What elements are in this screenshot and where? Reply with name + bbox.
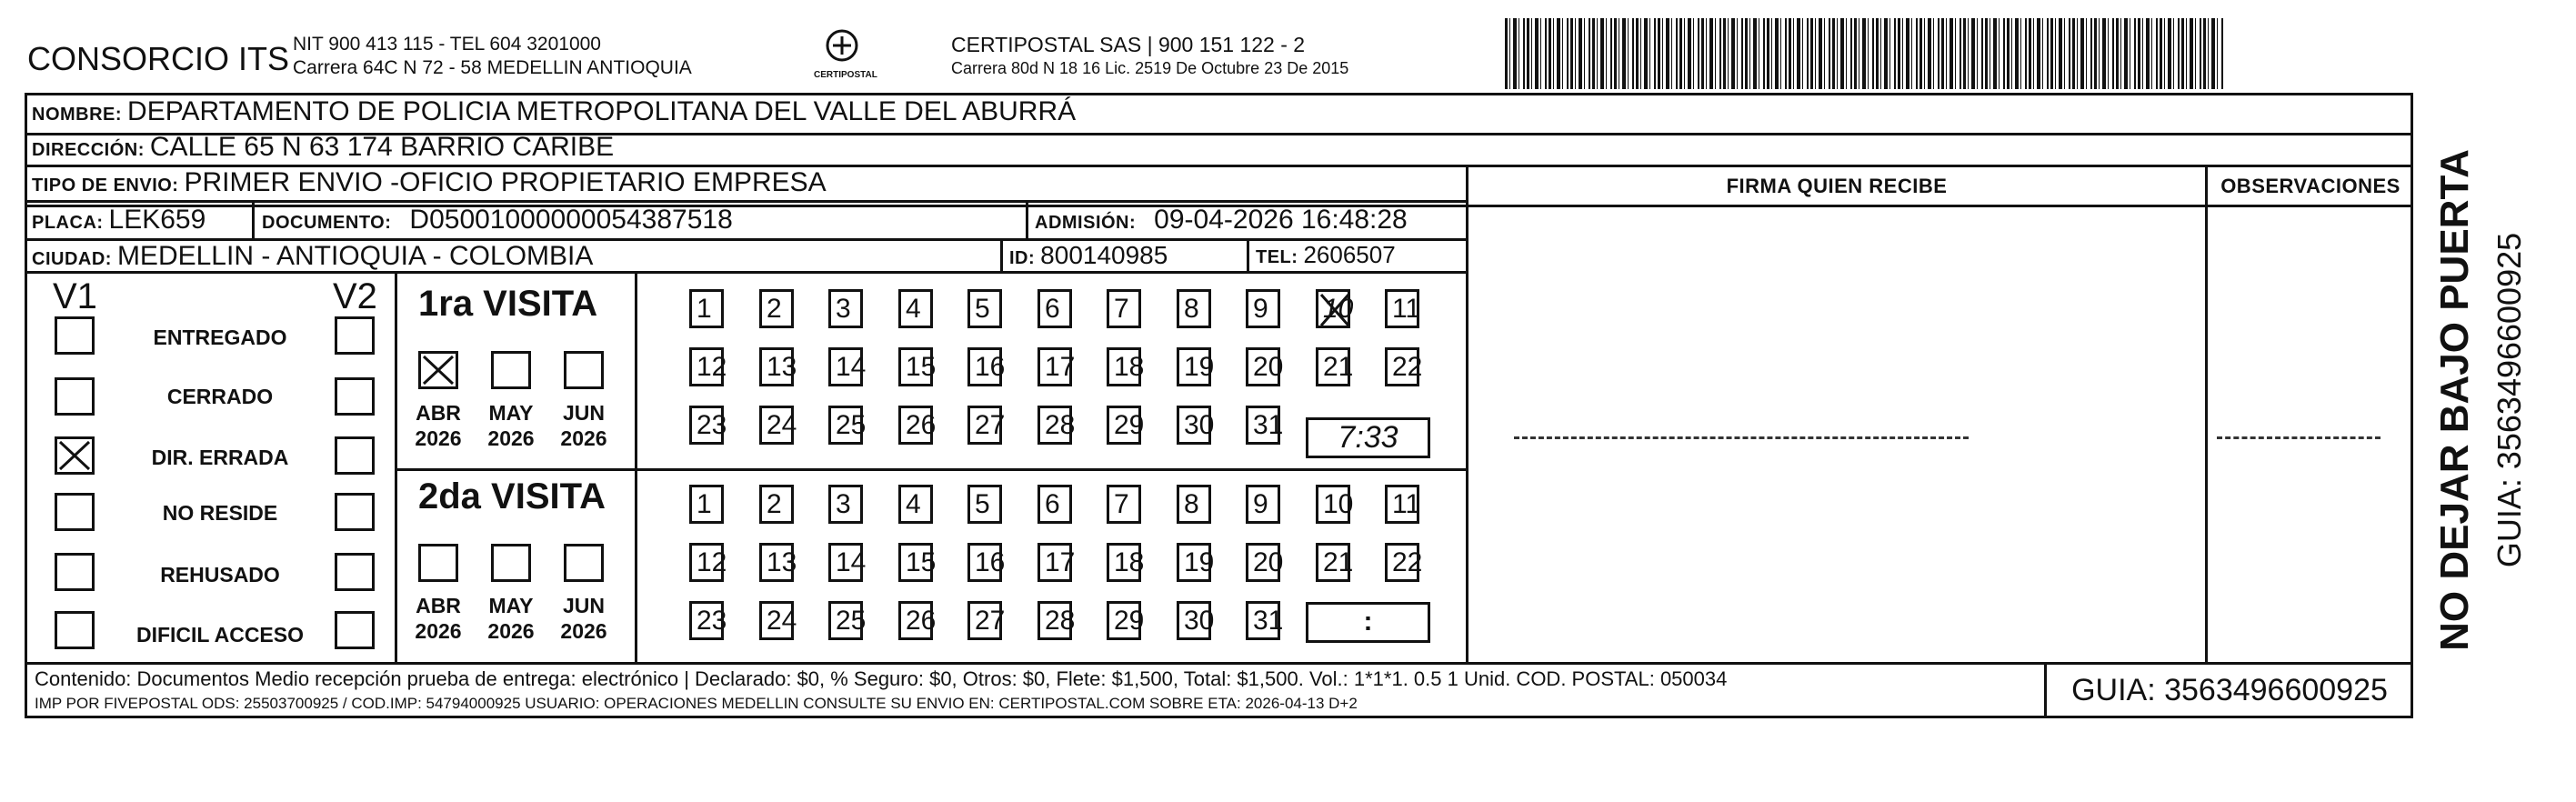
v2-checkbox-dificil-acceso[interactable]: [335, 611, 375, 649]
nombre-value: DEPARTAMENTO DE POLICIA METROPOLITANA DEL VALLE DEL ABURRÁ: [127, 96, 1077, 126]
visit-1-day-9[interactable]: 9: [1246, 289, 1280, 328]
visit-1-day-23[interactable]: 23: [689, 406, 724, 445]
visit-1-day-5[interactable]: 5: [967, 289, 1002, 328]
visit-1-day-21[interactable]: 21: [1316, 347, 1350, 386]
v2-header: V2: [333, 276, 377, 316]
status-label-dir-errada: DIR. ERRADA: [151, 446, 289, 469]
courier-line: CERTIPOSTAL SAS | 900 151 122 - 2: [951, 33, 1306, 56]
check-x-icon: [421, 354, 456, 386]
visit-2-label-may: MAY 2026: [487, 594, 535, 643]
visit-1-day-16[interactable]: 16: [967, 347, 1002, 386]
v1-checkbox-rehusado[interactable]: [55, 553, 95, 591]
v2-checkbox-dir-errada[interactable]: [335, 436, 375, 475]
visit-1-day-31[interactable]: 31: [1246, 406, 1280, 445]
visit-2-day-19[interactable]: 19: [1177, 543, 1211, 582]
tel-label: TEL:: [1256, 247, 1298, 267]
visit-2-day-21[interactable]: 21: [1316, 543, 1350, 582]
visit-2-day-28[interactable]: 28: [1037, 601, 1072, 640]
visit-2-day-6[interactable]: 6: [1037, 485, 1072, 524]
visit-2-time-field[interactable]: :: [1306, 602, 1430, 643]
visit-1-day-22[interactable]: 22: [1385, 347, 1419, 386]
nit-line: NIT 900 413 115 - TEL 604 3201000: [293, 34, 601, 55]
documento-label: DOCUMENTO:: [262, 213, 392, 233]
placa-label: PLACA:: [32, 213, 104, 233]
logo-text: CERTIPOSTAL: [814, 70, 877, 80]
visit-1-title: 1ra VISITA: [418, 284, 598, 324]
id-value: 800140985: [1040, 241, 1168, 269]
tipo-label: TIPO DE ENVIO:: [32, 175, 179, 195]
direccion-label: DIRECCIÓN:: [32, 140, 145, 160]
documento-value: D05001000000054387518: [409, 205, 733, 235]
visit-2-day-29[interactable]: 29: [1107, 601, 1141, 640]
status-label-dificil-acceso: DIFICIL ACCESO: [135, 623, 304, 647]
visit-2-day-5[interactable]: 5: [967, 485, 1002, 524]
visit-1-day-2[interactable]: 2: [759, 289, 794, 328]
visit-1-day-24[interactable]: 24: [759, 406, 794, 445]
tel-value: 2606507: [1303, 241, 1396, 268]
visit-1-day-6[interactable]: 6: [1037, 289, 1072, 328]
visit-1-day-10[interactable]: 10: [1316, 289, 1350, 328]
visit-1-day-20[interactable]: 20: [1246, 347, 1280, 386]
side-warning: NO DEJAR BAJO PUERTA: [2432, 149, 2477, 651]
visit-1-month-jun[interactable]: [564, 351, 604, 389]
tipo-value: PRIMER ENVIO -OFICIO PROPIETARIO EMPRESA: [184, 167, 827, 197]
visit-2-day-20[interactable]: 20: [1246, 543, 1280, 582]
visit-2-day-26[interactable]: 26: [898, 601, 933, 640]
visit-1-day-13[interactable]: 13: [759, 347, 794, 386]
visit-2-day-31[interactable]: 31: [1246, 601, 1280, 640]
ciudad-value: MEDELLIN - ANTIOQUIA - COLOMBIA: [116, 241, 594, 271]
company-info: [293, 33, 692, 80]
certipostal-logo: [814, 29, 877, 80]
visit-1-day-19[interactable]: 19: [1177, 347, 1211, 386]
visit-2-day-4[interactable]: 4: [898, 485, 933, 524]
visit-2-day-12[interactable]: 12: [689, 543, 724, 582]
footer-guia: GUIA: 3563496600925: [2071, 673, 2388, 707]
visit-1-day-4[interactable]: 4: [898, 289, 933, 328]
admision-value: 09-04-2026 16:48:28: [1154, 205, 1408, 235]
observaciones-line: [2217, 436, 2381, 439]
visit-1-day-28[interactable]: 28: [1037, 406, 1072, 445]
visit-1-day-11[interactable]: 11: [1385, 289, 1419, 328]
visit-2-day-22[interactable]: 22: [1385, 543, 1419, 582]
v1-checkbox-dir-errada[interactable]: [55, 436, 95, 475]
firma-header: FIRMA QUIEN RECIBE: [1726, 175, 1948, 197]
admision-label: ADMISIÓN:: [1035, 213, 1137, 233]
footer-imp-line: IMP POR FIVEPOSTAL ODS: 25503700925 / COD.IMP: 54794000925 USUARIO: OPERACIONES MEDELLIN CONSULTE SU ENVIO EN: CERTIPOSTAL.COM SOBRE ETA: 2026-04-13 D+2: [35, 695, 1358, 712]
visit-2-day-27[interactable]: 27: [967, 601, 1002, 640]
visit-1-day-29[interactable]: 29: [1107, 406, 1141, 445]
visit-1-day-15[interactable]: 15: [898, 347, 933, 386]
visit-1-day-26[interactable]: 26: [898, 406, 933, 445]
status-label-no-reside: NO RESIDE: [162, 501, 278, 525]
v2-checkbox-entregado[interactable]: [335, 316, 375, 355]
side-guia: GUIA: 3563496600925: [2491, 232, 2528, 568]
check-x-icon: [1318, 292, 1351, 328]
ciudad-label: CIUDAD:: [32, 249, 112, 269]
visit-1-time-field[interactable]: 7:33: [1306, 417, 1430, 458]
direccion-value: CALLE 65 N 63 174 BARRIO CARIBE: [149, 132, 615, 162]
v2-checkbox-cerrado[interactable]: [335, 377, 375, 416]
v2-checkbox-no-reside[interactable]: [335, 493, 375, 531]
status-label-cerrado: CERRADO: [166, 385, 274, 408]
visit-2-month-jun[interactable]: [564, 544, 604, 582]
v1-header: V1: [53, 276, 97, 316]
barcode: [1505, 18, 2223, 89]
visit-1-label-jun: JUN 2026: [560, 401, 607, 450]
visit-1-day-3[interactable]: 3: [828, 289, 863, 328]
visit-2-day-3[interactable]: 3: [828, 485, 863, 524]
visit-2-day-9[interactable]: 9: [1246, 485, 1280, 524]
logo-icon: [822, 29, 862, 65]
signature-line: [1514, 436, 1969, 439]
visit-2-day-24[interactable]: 24: [759, 601, 794, 640]
visit-2-month-may[interactable]: [491, 544, 531, 582]
visit-2-day-2[interactable]: 2: [759, 485, 794, 524]
visit-2-title: 2da VISITA: [418, 476, 606, 516]
id-label: ID:: [1009, 248, 1036, 268]
visit-1-day-8[interactable]: 8: [1177, 289, 1211, 328]
courier-info: [951, 33, 1348, 80]
status-label-entregado: ENTREGADO: [153, 326, 287, 349]
visit-1-day-18[interactable]: 18: [1107, 347, 1141, 386]
v2-checkbox-rehusado[interactable]: [335, 553, 375, 591]
visit-1-month-abr[interactable]: [418, 351, 458, 389]
visit-2-day-13[interactable]: 13: [759, 543, 794, 582]
v1-checkbox-cerrado[interactable]: [55, 377, 95, 416]
visit-1-label-abr: ABR 2026: [415, 401, 462, 450]
v1-checkbox-no-reside[interactable]: [55, 493, 95, 531]
visit-2-day-15[interactable]: 15: [898, 543, 933, 582]
visit-2-month-abr[interactable]: [418, 544, 458, 582]
visit-2-day-10[interactable]: 10: [1316, 485, 1350, 524]
visit-2-day-17[interactable]: 17: [1037, 543, 1072, 582]
visit-2-day-18[interactable]: 18: [1107, 543, 1141, 582]
status-label-rehusado: REHUSADO: [160, 563, 280, 586]
company-name: CONSORCIO ITS: [27, 40, 290, 77]
visit-2-day-30[interactable]: 30: [1177, 601, 1211, 640]
visit-2-label-abr: ABR 2026: [415, 594, 462, 643]
company-address: Carrera 64C N 72 - 58 MEDELLIN ANTIOQUIA: [293, 57, 692, 78]
visit-2-day-23[interactable]: 23: [689, 601, 724, 640]
visit-1-day-14[interactable]: 14: [828, 347, 863, 386]
visit-1-day-1[interactable]: 1: [689, 289, 724, 328]
visit-2-day-11[interactable]: 11: [1385, 485, 1419, 524]
footer-contents: Contenido: Documentos Medio recepción prueba de entrega: electrónico | Declarado: $0, % Seguro: $0, Otros: $0, Flete: $1,500, Total: $1,500. Vol.: 1*1*1. 0.5 1 Unid. COD. POSTAL: 050034: [35, 667, 1728, 690]
visit-1-label-may: MAY 2026: [487, 401, 535, 450]
visit-2-day-16[interactable]: 16: [967, 543, 1002, 582]
v1-checkbox-entregado[interactable]: [55, 316, 95, 355]
visit-1-month-may[interactable]: [491, 351, 531, 389]
visit-1-day-12[interactable]: 12: [689, 347, 724, 386]
visit-2-day-1[interactable]: 1: [689, 485, 724, 524]
visit-2-label-jun: JUN 2026: [560, 594, 607, 643]
visit-1-day-27[interactable]: 27: [967, 406, 1002, 445]
visit-2-day-7[interactable]: 7: [1107, 485, 1141, 524]
courier-address: Carrera 80d N 18 16 Lic. 2519 De Octubre 23 De 2015: [951, 59, 1349, 77]
check-x-icon: [57, 439, 92, 472]
nombre-label: NOMBRE:: [32, 105, 123, 125]
visit-1-day-17[interactable]: 17: [1037, 347, 1072, 386]
visit-2-day-25[interactable]: 25: [828, 601, 863, 640]
visit-1-day-7[interactable]: 7: [1107, 289, 1141, 328]
visit-1-day-30[interactable]: 30: [1177, 406, 1211, 445]
visit-2-day-8[interactable]: 8: [1177, 485, 1211, 524]
visit-2-day-14[interactable]: 14: [828, 543, 863, 582]
observaciones-header: OBSERVACIONES: [2220, 175, 2401, 197]
placa-value: LEK659: [108, 205, 206, 235]
visit-1-day-25[interactable]: 25: [828, 406, 863, 445]
v1-checkbox-dificil-acceso[interactable]: [55, 611, 95, 649]
